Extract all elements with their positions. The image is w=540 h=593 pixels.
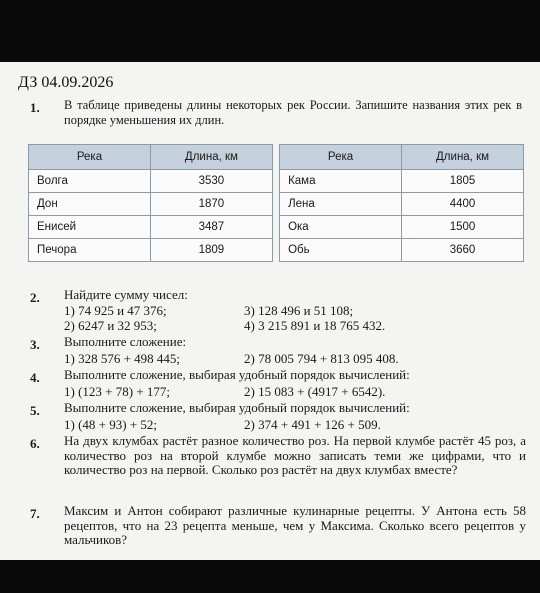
task-3-item-2: 2) 78 005 794 + 813 095 408. [244,351,399,366]
task-6-number: 6. [30,436,40,451]
river-length: 1805 [402,170,524,193]
river-length: 3660 [402,239,524,262]
task-2-number: 2. [30,290,40,305]
task-2-item-3: 3) 128 496 и 51 108; [244,303,354,318]
worksheet-page [0,62,540,560]
river-length: 1809 [150,239,272,262]
river-length: 1500 [402,216,524,239]
task-2-text: Найдите сумму чисел: [64,287,188,302]
task-1-number: 1. [30,100,40,115]
table-row [29,170,524,193]
task-4-text: Выполните сложение, выбирая удобный порядок вычислений: [64,367,410,382]
river-name: Печора [29,239,151,262]
table-header-row [29,145,524,170]
task-2-item-4: 4) 3 215 891 и 18 765 432. [244,318,386,333]
task-4-item-1: 1) (123 + 78) + 177; [64,384,171,399]
task-4-item-2: 2) 15 083 + (4917 + 6542). [244,384,386,399]
river-length: 4400 [402,193,524,216]
task-5-item-2: 2) 374 + 491 + 126 + 509. [244,417,381,432]
task-7-text: Максим и Антон собирают различные кулинарные рецепты. У Антона есть 58 рецептов, что на 23 рецепта меньше, чем у Максима. Сколько всего рецептов у мальчиков? [64,503,526,547]
task-3-item-1: 1) 328 576 + 498 445; [64,351,181,366]
task-4-number: 4. [30,370,40,385]
task-3-number: 3. [30,337,40,352]
task-7-number: 7. [30,506,40,521]
rivers-table [28,144,524,262]
river-name: Волга [29,170,151,193]
river-name: Кама [280,170,402,193]
table-row [29,216,524,239]
header-river-1: Река [29,145,151,170]
river-name: Енисей [29,216,151,239]
table-row [29,239,524,262]
river-name: Ока [280,216,402,239]
task-5-text: Выполните сложение, выбирая удобный порядок вычислений: [64,400,410,415]
river-name: Обь [280,239,402,262]
table-row [29,193,524,216]
task-2-item-1: 1) 74 925 и 47 376; [64,303,167,318]
river-name: Дон [29,193,151,216]
river-length: 3487 [150,216,272,239]
task-5-item-1: 1) (48 + 93) + 52; [64,417,158,432]
task-6-text: На двух клумбах растёт разное количество роз. На первой клумбе растёт 45 роз, а количество роз на второй клумбе можно записать теми же цифрами, что и количество роз на первой. Сколько роз растёт на двух клумбах вместе? [64,433,526,477]
task-3-text: Выполните сложение: [64,334,187,349]
homework-title: ДЗ 04.09.2026 [18,74,114,91]
task-2-item-2: 2) 6247 и 32 953; [64,318,157,333]
river-name: Лена [280,193,402,216]
task-1-text: В таблице приведены длины некоторых рек России. Запишите названия этих рек в порядке уменьшения их длин. [64,98,522,127]
task-5-number: 5. [30,403,40,418]
header-length-2: Длина, км [402,145,524,170]
header-river-2: Река [280,145,402,170]
river-length: 1870 [150,193,272,216]
header-length-1: Длина, км [150,145,272,170]
river-length: 3530 [150,170,272,193]
